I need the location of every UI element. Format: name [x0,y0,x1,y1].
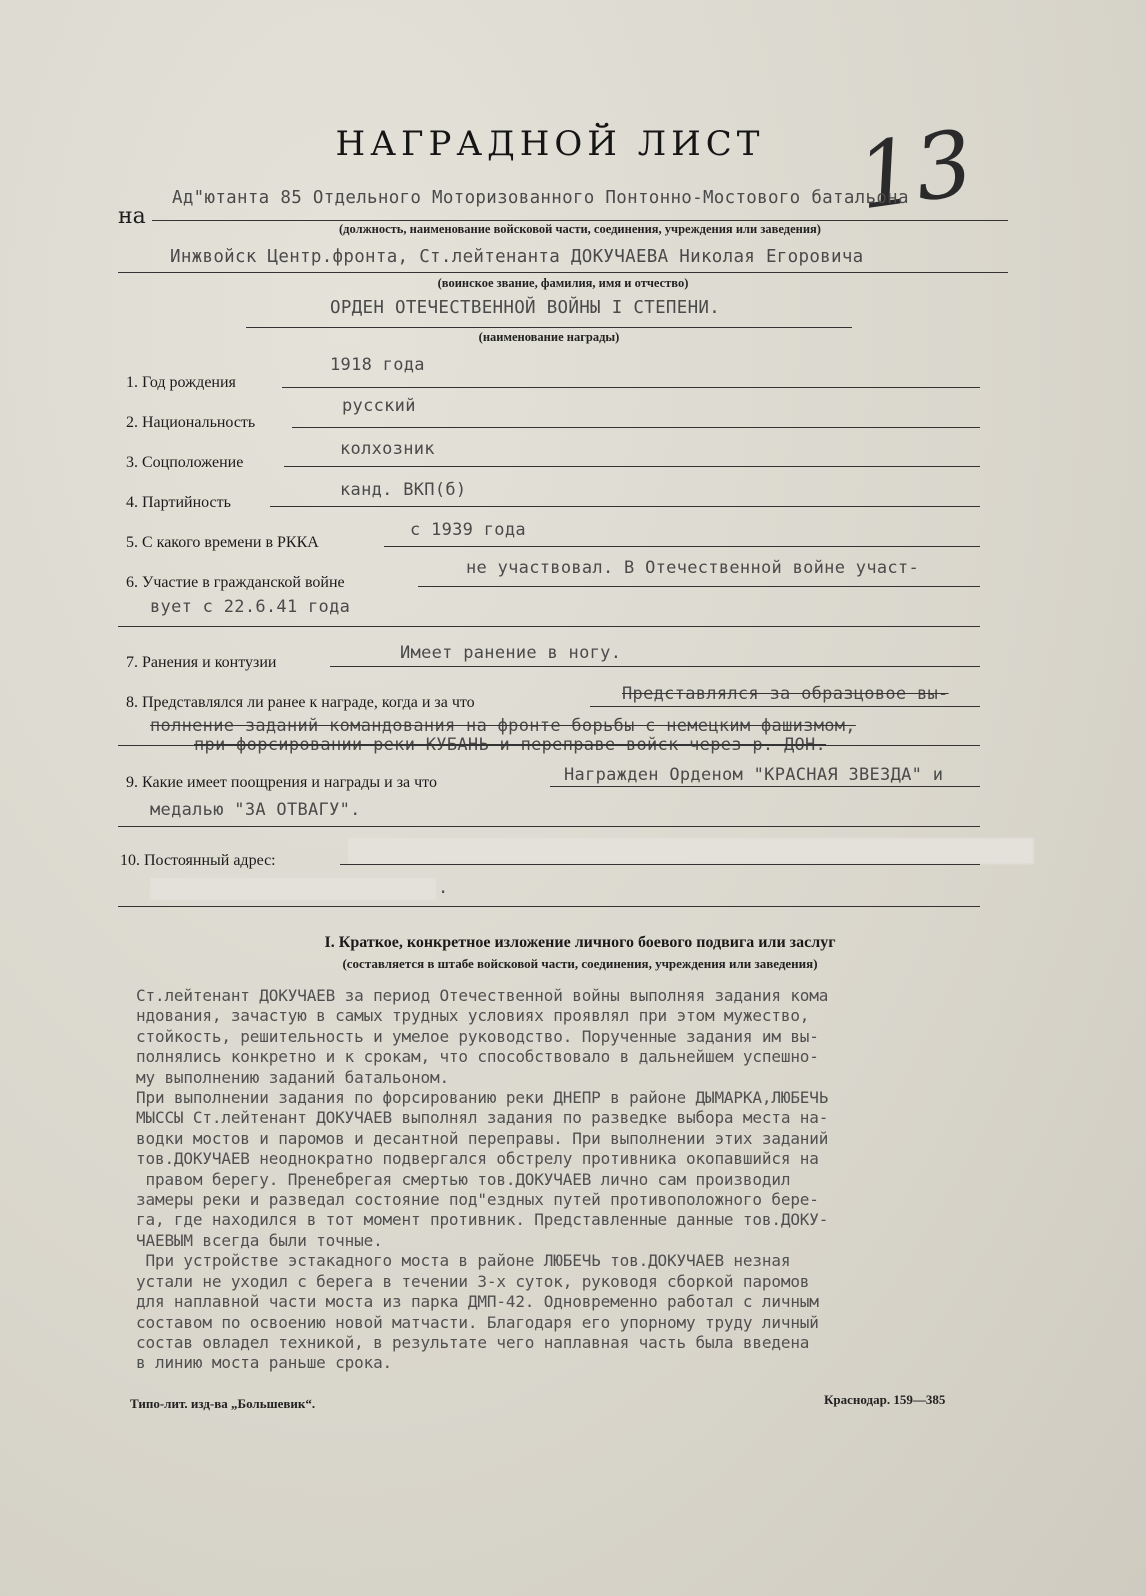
award-caption: (наименование награды) [478,330,620,344]
field-label-wounds: 7. Ранения и контузии [126,654,277,671]
section-title: I. Краткое, конкретное изложение личного боевого подвига или заслуг [324,934,836,951]
award-line: ОРДЕН ОТЕЧЕСТВЕННОЙ ВОЙНЫ I СТЕПЕНИ. [330,298,721,318]
field-value-birth-year: 1918 года [330,355,425,375]
handwritten-number: 13 [851,110,980,231]
name-caption: (воинское звание, фамилия, имя и отчество) [437,276,689,290]
field-value-prior-awards: Представлялся за образцовое вы- [622,684,949,704]
field-value-rkka-since: с 1939 года [410,520,526,540]
merit-description: Ст.лейтенант ДОКУЧАЕВ за период Отечественной войны выполняя задания кома ндования, зачастую в самых трудных условиях проявлял при этом мужество, стойкость, решительность и умелое руководство. Порученные задания им вы- полнялись конкретно и к срокам, что способствовало в дальнейшем успешно- му выполнению заданий батальоном. При выполнении задания по форсированию реки ДНЕПР в районе ДЫМАРКА,ЛЮБЕЧЬ МЫССЫ Ст.лейтенант ДОКУЧАЕВ выполнял задания по разведке выбора места на- водки мостов и паромов и десантной переправы. При выполнении этих заданий тов.ДОКУЧАЕВ неоднократно подвергался обстрелу противника окопавшийся на правом берегу. Пренебрегая смертью тов.ДОКУЧАЕВ лично сам производил замеры реки и разведал состояние под"ездных путей противоположного бере- га, где находился в тот момент противник. Представленные данные тов.ДОКУ- ЧАЕВЫМ всегда были точные. При устройстве эстакадного моста в районе ЛЮБЕЧЬ тов.ДОКУЧАЕВ незная устали не уходил с берега в течении 3-х суток, руководя сборкой паромов для наплавной части моста из парка ДМП-42. Одновременно работал с личным составом по освоению новой матчасти. Благодаря его упорному труду личный состав овладел техникой, в результате чего наплавная часть была введена в линию моста раньше срока. [136,986,829,1373]
field-value-social-origin: колхозник [340,439,435,459]
footer-city: Краснодар. 159—385 [824,1392,946,1407]
field-value-wounds: Имеет ранение в ногу. [400,643,622,663]
field-label-birth-year: 1. Год рождения [126,374,236,391]
field-value-civil-war: не участвовал. В Отечественной войне участ- [466,558,919,578]
section-subtitle: (составляется в штабе войсковой части, соединения, учреждения или заведения) [342,956,818,971]
address-redaction [348,838,1034,864]
field-value-party: канд. ВКП(б) [340,480,467,500]
field-value-decorations: Награжден Орденом "КРАСНАЯ ЗВЕЗДА" и [564,765,944,785]
field-value-nationality: русский [342,396,416,416]
address-redaction-2 [150,878,436,900]
field-value-address-cont: . [438,878,449,898]
field-value-prior-awards-cont: полнение заданий командования на фронте борьбы с немецким фашизмом, [150,716,856,736]
field-value-decorations-cont: медалью "ЗА ОТВАГУ". [150,800,361,820]
document-title: НАГРАДНОЙ ЛИСТ [335,124,765,164]
field-label-decorations: 9. Какие имеет поощрения и награды и за что [126,774,437,791]
field-label-party: 4. Партийность [126,494,231,511]
field-label-nationality: 2. Национальность [126,414,256,431]
field-label-civil-war: 6. Участие в гражданской войне [126,574,345,591]
field-label-social-origin: 3. Соцположение [126,454,244,471]
field-value-civil-war-cont: вует с 22.6.41 года [150,597,351,617]
position-caption: (должность, наименование войсковой части, соединения, учреждения или заведения) [339,222,821,236]
na-label: на [118,204,146,229]
name-line: Инжвойск Центр.фронта, Ст.лейтенанта ДОКУЧАЕВА Николая Егоровича [170,247,864,267]
footer-printer: Типо-лит. изд-ва „Большевик“. [130,1396,316,1411]
field-value-prior-awards-cont2: при форсировании реки КУБАНЬ и переправе войск через р. ДОН. [194,735,827,755]
field-label-rkka-since: 5. С какого времени в РККА [126,534,319,551]
position-line: Ад"ютанта 85 Отдельного Моторизованного Понтонно-Мостового батальона [172,188,909,208]
field-label-prior-awards: 8. Представлялся ли ранее к награде, когда и за что [126,694,475,711]
field-label-address: 10. Постоянный адрес: [120,852,276,869]
